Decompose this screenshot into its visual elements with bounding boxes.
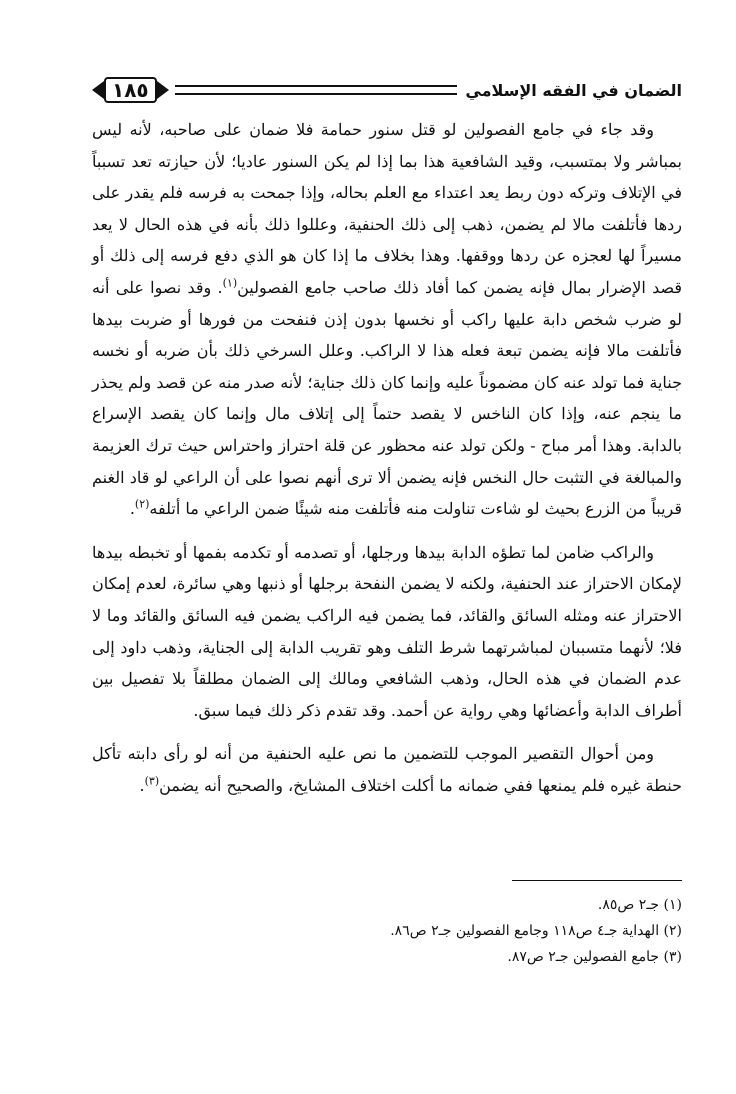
footnote-3: (٣) جامع الفصولين جـ٢ ص٨٧.	[507, 949, 682, 965]
paragraph-3-end: .	[139, 775, 145, 795]
ornament-triangle-left	[92, 81, 104, 99]
page-header	[92, 72, 682, 108]
paragraph-2-text: والراكب ضامن لما تطؤه الدابة بيدها ورجلها، أو تصدمه أو تكدمه بفمها أو تخبطه بيدها لإمكان الاحتراز عند الحنفية، ولكنه لا يضمن النفحة برجلها أو ذنبها وهي سائرة، لعدم إمكان الاحتراز عنه ومثله السائق والقائد، فما يضمن فيه الراكب يضمن فيه السائق والقائد وما لا فلا؛ لأنهما متسببان لمباشرتهما شرط التلف وهو تقريب الدابة إلى الجناية، وذهب داود إلى عدم الضمان في هذه الحال، وذهب الشافعي ومالك إلى الضمان مطلقاً بلا تفصيل بين أطراف الدابة وأعضائها وهي رواية عن أحمد. وقد تقدم ذكر ذلك فيما سبق.	[92, 542, 682, 720]
footnote-ref-1: (١)	[222, 276, 238, 290]
paragraph-1-text: وقد جاء في جامع الفصولين لو قتل سنور حمامة فلا ضمان على صاحبه، لأنه ليس بمباشر ولا بمتسبب، وقيد الشافعية هذا بما إذا لم يكن السنور عاديا؛ لأن حيازته تعد تسبباً في الإتلاف وتركه دون ربط يعد اعتداء مع العلم بحاله، وإذا جمحت به فرسه فلم يقدر على ردها فأتلفت مالا لم يضمن، ذهب إلى ذلك الحنفية، وعللوا ذلك بأنه في هذه الحال لا يعد مسيراً لها لعجزه عن ردها ووقفها. وهذا بخلاف ما إذا كان هو الذي دفع فرسه إلى ذلك أو قصد الإضرار بمال فإنه يضمن كما أفاد ذلك صاحب جامع الفصولين	[92, 120, 683, 297]
ornament-triangle-right	[157, 81, 169, 99]
header-rule	[175, 85, 458, 95]
footnote-1: (١) جـ٢ ص٨٥.	[597, 897, 682, 913]
paragraph-3	[92, 738, 682, 801]
footnote-separator	[512, 880, 682, 881]
page-number: ١٨٥	[104, 77, 157, 103]
paragraph-2	[92, 537, 682, 727]
body-text	[92, 114, 682, 801]
running-title: الضمان في الفقه الإسلامي	[465, 80, 682, 100]
paragraph-1-text-after: . وقد نصوا على أنه لو ضرب شخص دابة عليها راكب أو نخسها بدون إذن فنفحت من فورها أو ضربت بيدها فأتلفت مالا فإنه يضمن تبعة فعله هذا لا الراكب. وعلل السرخي ذلك بأن ضربه أو نخسه جناية فما تولد عنه كان مضموناً عليه وإنما كان ذلك جناية؛ لأنه صدر منه عن قصد ولم يحذر ما ينجم عنه، وإذا كان الناخس لا يقصد حتماً إلى إتلاف مال وإنما كان يقصد الإسراع بالدابة. وهذا أمر مباح - ولكن تولد عنه محظور عن قلة احتراز واحتراس حيث ترك العزيمة والمبالغة في التثبت حال النخس فإنه يضمن ألا ترى أنهم نصوا على أن الراعي لو قاد الغنم قريباً من الزرع بحيث لو شاءت تناولت منه فأتلفت منه شيئًا ضمن الراعي ما أتلفه	[92, 277, 683, 519]
page-number-ornament	[92, 77, 169, 103]
paragraph-3-text: ومن أحوال التقصير الموجب للتضمين ما نص عليه الحنفية من أنه لو رأى دابته تأكل حنطة غيره فلم يمنعها ففي ضمانه ما أكلت اختلاف المشايخ، والصحيح أنه يضمن	[92, 744, 682, 795]
footnotes	[92, 892, 682, 970]
footnote-ref-2: (٢)	[134, 497, 150, 511]
paragraph-1	[92, 114, 682, 525]
footnote-ref-3: (٣)	[144, 774, 160, 788]
footnote-2: (٢) الهداية جـ٤ ص١١٨ وجامع الفصولين جـ٢ ص٨٦.	[390, 923, 682, 939]
paragraph-1-end: .	[129, 499, 135, 519]
